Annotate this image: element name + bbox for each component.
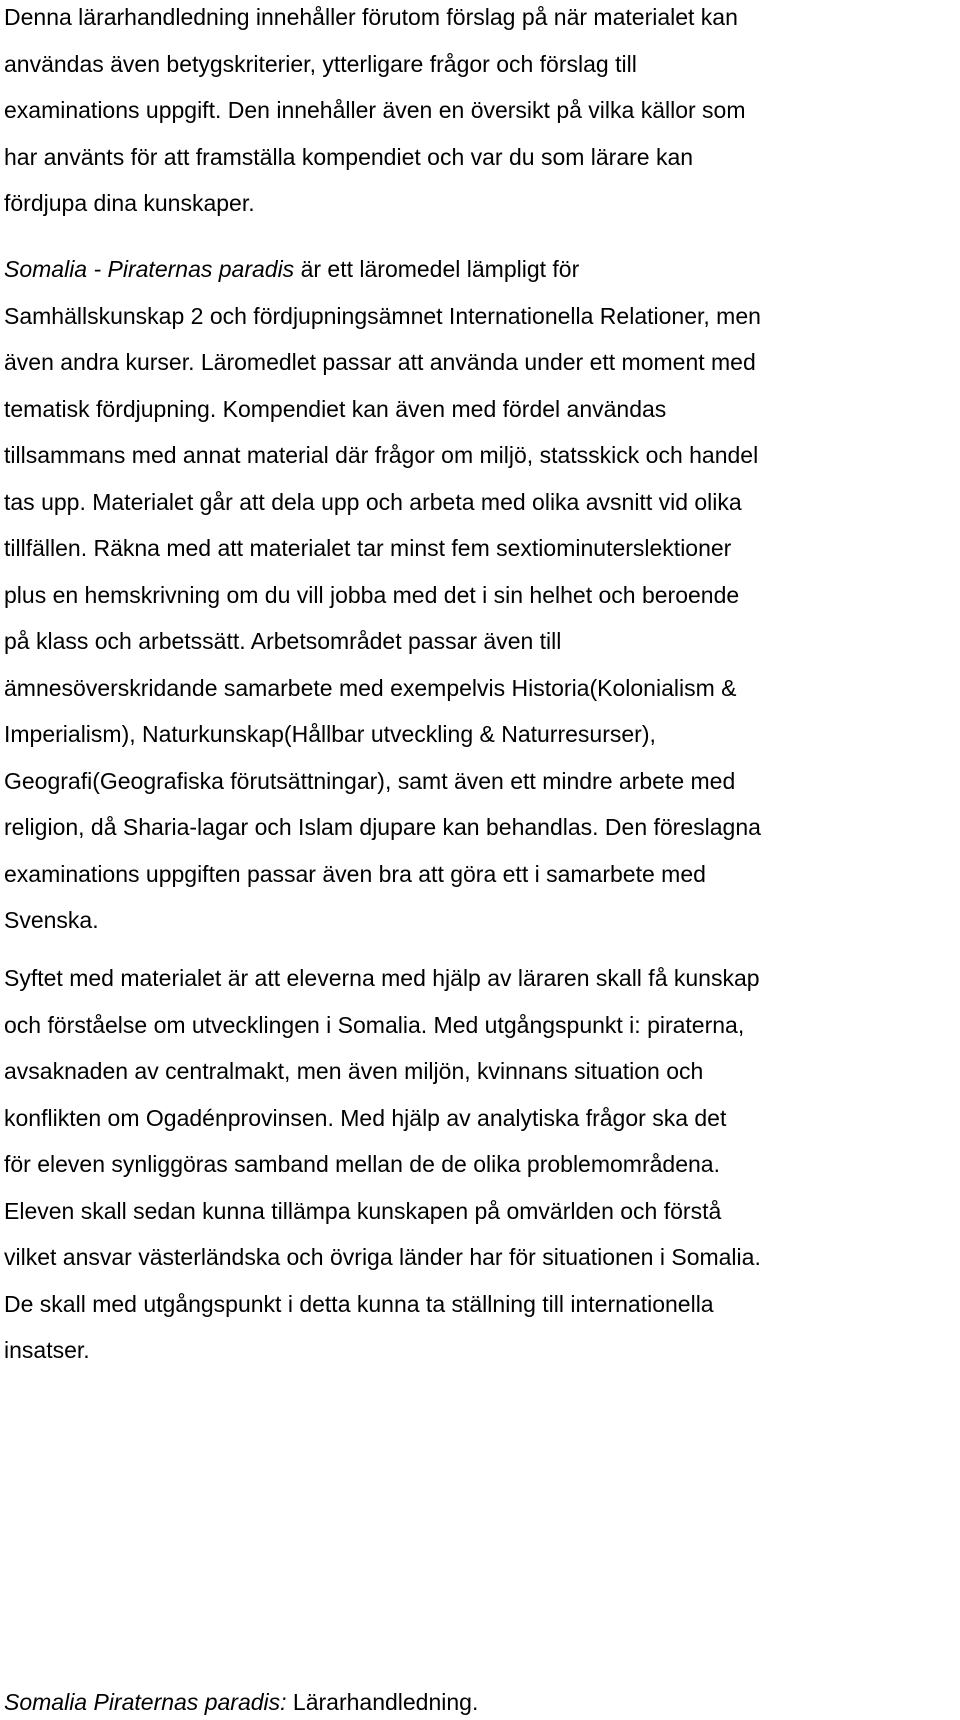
paragraph-usage: [4, 246, 954, 944]
text-line: tillsammans med annat material där frågor om miljö, statsskick och handel: [4, 442, 759, 468]
text-line: insatser.: [4, 1337, 90, 1363]
footer-subtitle: Lärarhandledning.: [286, 1689, 479, 1715]
text-line: på klass och arbetssätt. Arbetsområdet passar även till: [4, 628, 562, 654]
text-line: Eleven skall sedan kunna tillämpa kunskapen på omvärlden och förstå: [4, 1197, 722, 1224]
text-line: har använts för att framställa kompendiet och var du som lärare kan: [4, 143, 694, 170]
text-line: examinations uppgiften passar även bra att göra ett i samarbete med: [4, 860, 706, 887]
text-line: Imperialism), Naturkunskap(Hållbar utveckling & Naturresurser),: [4, 721, 656, 747]
footer-title-italic: Somalia Piraternas paradis:: [4, 1689, 287, 1715]
text-line: avsaknaden av centralmakt, men även miljön, kvinnans situation och: [4, 1058, 704, 1084]
text-line: för eleven synliggöras samband mellan de de olika problemområdena.: [4, 1151, 720, 1177]
text-line: konflikten om Ogadénprovinsen. Med hjälp av analytiska frågor ska det: [4, 1104, 727, 1131]
text-line: Samhällskunskap 2 och fördjupningsämnet Internationella Relationer, men: [4, 302, 761, 329]
text-line: även andra kurser. Läromedlet passar att använda under ett moment med: [4, 349, 756, 375]
text-line: fördjupa dina kunskaper.: [4, 190, 255, 216]
text-line: användas även betygskriterier, ytterligare frågor och förslag till: [4, 50, 637, 77]
text-line: plus en hemskrivning om du vill jobba med det i sin helhet och beroende: [4, 581, 740, 608]
text-line: tas upp. Materialet går att dela upp och arbeta med olika avsnitt vid olika: [4, 488, 742, 515]
paragraph-purpose: [4, 955, 954, 1374]
text-line: [4, 246, 954, 293]
text-line: religion, då Sharia-lagar och Islam djupare kan behandlas. Den föreslagna: [4, 814, 761, 840]
text-line: Syftet med materialet är att eleverna med hjälp av läraren skall få kunskap: [4, 965, 760, 991]
page-footer: [4, 1687, 478, 1717]
text-line: Denna lärarhandledning innehåller förutom förslag på när materialet kan: [4, 4, 738, 30]
text-line: De skall med utgångspunkt i detta kunna ta ställning till internationella: [4, 1290, 714, 1317]
book-title-italic: Somalia - Piraternas paradis: [4, 256, 295, 282]
text-line: Geografi(Geografiska förutsättningar), samt även ett mindre arbete med: [4, 767, 736, 794]
text-line: tematisk fördjupning. Kompendiet kan även med fördel användas: [4, 395, 667, 422]
text-fragment: är ett läromedel lämpligt för: [294, 256, 580, 282]
text-line: examinations uppgift. Den innehåller även en översikt på vilka källor som: [4, 97, 746, 123]
text-line: tillfällen. Räkna med att materialet tar minst fem sextiominuterslektioner: [4, 535, 732, 561]
text-line: ämnesöverskridande samarbete med exempelvis Historia(Kolonialism &: [4, 674, 737, 701]
paragraph-intro: [4, 0, 954, 227]
text-line: och förståelse om utvecklingen i Somalia. Med utgångspunkt i: piraterna,: [4, 1011, 745, 1038]
text-line: vilket ansvar västerländska och övriga länder har för situationen i Somalia.: [4, 1244, 761, 1270]
text-line: Svenska.: [4, 907, 99, 933]
